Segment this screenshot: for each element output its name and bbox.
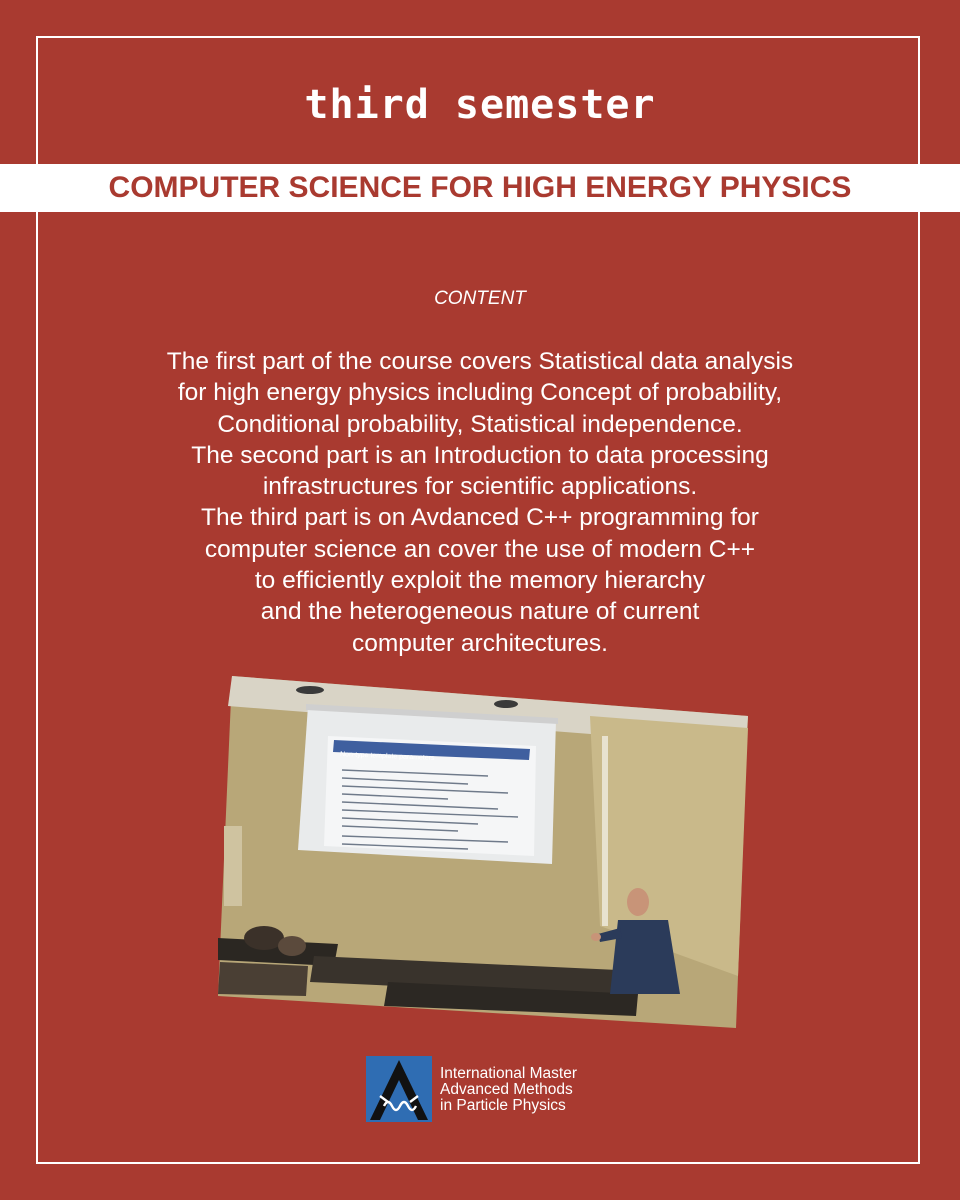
course-description: [80, 346, 880, 659]
lecture-photo: [218, 676, 748, 1028]
particle-physics-logo-icon: [366, 1056, 432, 1122]
program-name-line: in Particle Physics: [440, 1097, 566, 1114]
slide-title: Non-type template parameters: [339, 751, 435, 762]
description-line: The first part of the course covers Statistical data analysis: [166, 348, 794, 375]
semester-heading: third semester: [304, 82, 656, 128]
description-line: infrastructures for scientific applications.: [262, 473, 698, 501]
program-name: [440, 1066, 577, 1114]
course-title: COMPUTER SCIENCE FOR HIGH ENERGY PHYSICS: [108, 171, 852, 204]
description-line: The third part is on Avdanced C++ programming for: [201, 504, 759, 532]
description-line: computer science an cover the use of modern C++: [204, 535, 756, 563]
description-line: computer architectures.: [352, 629, 608, 657]
program-name-line: International Master: [440, 1065, 577, 1082]
description-line: Conditional probability, Statistical independence.: [217, 410, 743, 438]
description-line: to efficiently exploit the memory hierarchy: [254, 567, 706, 595]
description-line: for high energy physics including Concept of probability,: [177, 379, 783, 407]
content-label: CONTENT: [434, 288, 526, 309]
description-line: and the heterogeneous nature of current: [260, 598, 700, 626]
description-line: The second part is an Introduction to data processing: [191, 441, 769, 469]
program-name-line: Advanced Methods: [440, 1081, 573, 1098]
program-logo: [366, 1056, 577, 1122]
projected-slide: [324, 736, 536, 856]
